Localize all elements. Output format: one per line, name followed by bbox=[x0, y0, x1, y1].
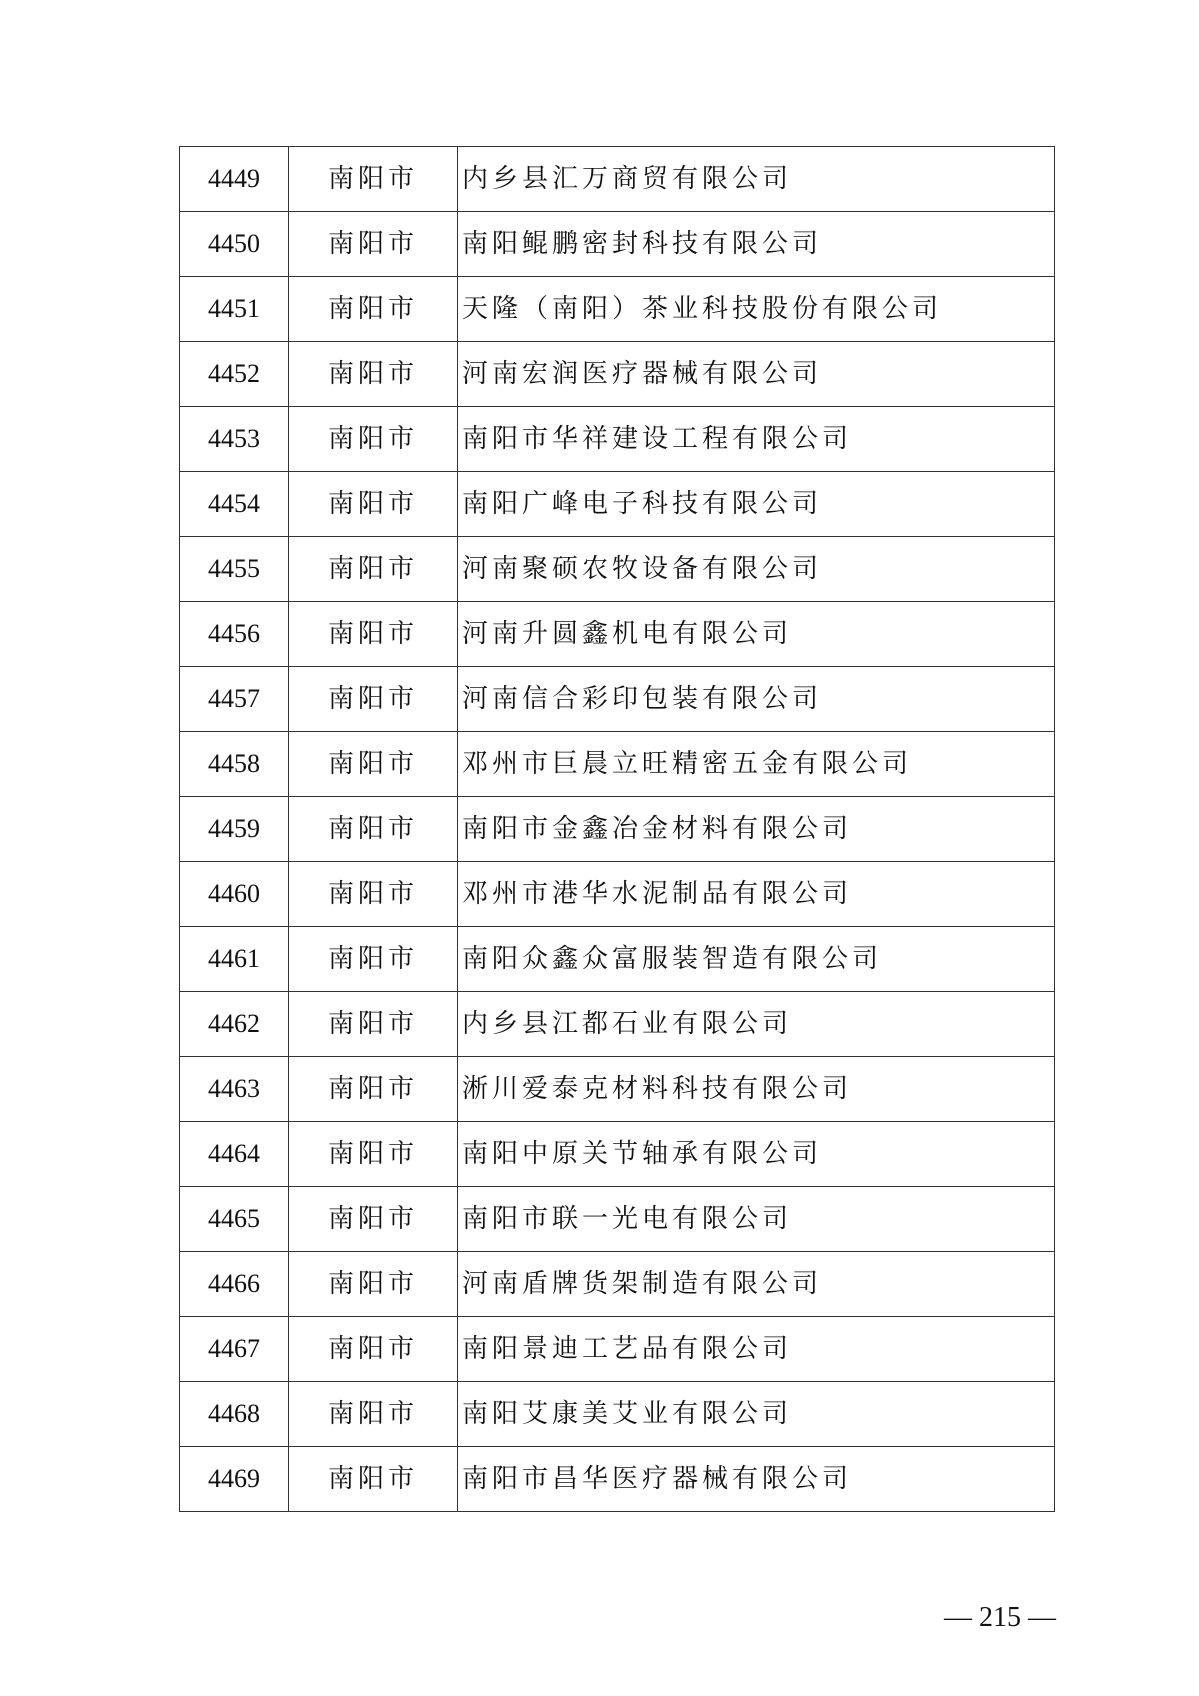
row-number-cell: 4452 bbox=[180, 342, 289, 407]
table-row bbox=[180, 927, 1055, 992]
table-row bbox=[180, 1122, 1055, 1187]
row-number-cell: 4466 bbox=[180, 1252, 289, 1317]
city-cell: 南阳市 bbox=[289, 862, 458, 927]
city-cell: 南阳市 bbox=[289, 1252, 458, 1317]
table-row bbox=[180, 1382, 1055, 1447]
table-row bbox=[180, 732, 1055, 797]
table-row bbox=[180, 212, 1055, 277]
table-row bbox=[180, 1252, 1055, 1317]
row-number-cell: 4462 bbox=[180, 992, 289, 1057]
table-row bbox=[180, 1317, 1055, 1382]
city-cell: 南阳市 bbox=[289, 342, 458, 407]
company-name-cell: 南阳市华祥建设工程有限公司 bbox=[458, 407, 1055, 472]
city-cell: 南阳市 bbox=[289, 537, 458, 602]
company-name-cell: 南阳市金鑫冶金材料有限公司 bbox=[458, 797, 1055, 862]
row-number-cell: 4459 bbox=[180, 797, 289, 862]
company-name-cell: 南阳艾康美艾业有限公司 bbox=[458, 1382, 1055, 1447]
row-number-cell: 4455 bbox=[180, 537, 289, 602]
row-number-cell: 4463 bbox=[180, 1057, 289, 1122]
city-cell: 南阳市 bbox=[289, 407, 458, 472]
row-number-cell: 4451 bbox=[180, 277, 289, 342]
table-row bbox=[180, 992, 1055, 1057]
company-name-cell: 河南盾牌货架制造有限公司 bbox=[458, 1252, 1055, 1317]
row-number-cell: 4464 bbox=[180, 1122, 289, 1187]
table-row bbox=[180, 342, 1055, 407]
table-row bbox=[180, 1187, 1055, 1252]
company-name-cell: 南阳众鑫众富服装智造有限公司 bbox=[458, 927, 1055, 992]
table-row bbox=[180, 602, 1055, 667]
company-list-table bbox=[179, 146, 1055, 1512]
table-row bbox=[180, 537, 1055, 602]
row-number-cell: 4456 bbox=[180, 602, 289, 667]
company-name-cell: 南阳景迪工艺品有限公司 bbox=[458, 1317, 1055, 1382]
table-row bbox=[180, 1447, 1055, 1512]
row-number-cell: 4457 bbox=[180, 667, 289, 732]
city-cell: 南阳市 bbox=[289, 732, 458, 797]
table-row bbox=[180, 862, 1055, 927]
row-number-cell: 4461 bbox=[180, 927, 289, 992]
company-name-cell: 南阳中原关节轴承有限公司 bbox=[458, 1122, 1055, 1187]
company-name-cell: 天隆（南阳）茶业科技股份有限公司 bbox=[458, 277, 1055, 342]
city-cell: 南阳市 bbox=[289, 992, 458, 1057]
company-name-cell: 内乡县汇万商贸有限公司 bbox=[458, 147, 1055, 212]
city-cell: 南阳市 bbox=[289, 1122, 458, 1187]
city-cell: 南阳市 bbox=[289, 797, 458, 862]
company-name-cell: 河南升圆鑫机电有限公司 bbox=[458, 602, 1055, 667]
company-name-cell: 内乡县江都石业有限公司 bbox=[458, 992, 1055, 1057]
row-number-cell: 4454 bbox=[180, 472, 289, 537]
table-row bbox=[180, 147, 1055, 212]
row-number-cell: 4465 bbox=[180, 1187, 289, 1252]
table-row bbox=[180, 407, 1055, 472]
company-name-cell: 淅川爱泰克材料科技有限公司 bbox=[458, 1057, 1055, 1122]
city-cell: 南阳市 bbox=[289, 1317, 458, 1382]
table-row bbox=[180, 277, 1055, 342]
city-cell: 南阳市 bbox=[289, 602, 458, 667]
row-number-cell: 4468 bbox=[180, 1382, 289, 1447]
company-name-cell: 南阳市联一光电有限公司 bbox=[458, 1187, 1055, 1252]
city-cell: 南阳市 bbox=[289, 1057, 458, 1122]
company-name-cell: 南阳广峰电子科技有限公司 bbox=[458, 472, 1055, 537]
city-cell: 南阳市 bbox=[289, 1447, 458, 1512]
table-row bbox=[180, 667, 1055, 732]
table-row bbox=[180, 1057, 1055, 1122]
city-cell: 南阳市 bbox=[289, 472, 458, 537]
company-name-cell: 南阳鲲鹏密封科技有限公司 bbox=[458, 212, 1055, 277]
company-name-cell: 邓州市港华水泥制品有限公司 bbox=[458, 862, 1055, 927]
row-number-cell: 4467 bbox=[180, 1317, 289, 1382]
city-cell: 南阳市 bbox=[289, 277, 458, 342]
company-name-cell: 河南聚硕农牧设备有限公司 bbox=[458, 537, 1055, 602]
row-number-cell: 4458 bbox=[180, 732, 289, 797]
row-number-cell: 4450 bbox=[180, 212, 289, 277]
company-name-cell: 邓州市巨晨立旺精密五金有限公司 bbox=[458, 732, 1055, 797]
company-name-cell: 河南信合彩印包装有限公司 bbox=[458, 667, 1055, 732]
city-cell: 南阳市 bbox=[289, 1382, 458, 1447]
company-name-cell: 南阳市昌华医疗器械有限公司 bbox=[458, 1447, 1055, 1512]
city-cell: 南阳市 bbox=[289, 147, 458, 212]
row-number-cell: 4449 bbox=[180, 147, 289, 212]
city-cell: 南阳市 bbox=[289, 667, 458, 732]
row-number-cell: 4469 bbox=[180, 1447, 289, 1512]
city-cell: 南阳市 bbox=[289, 212, 458, 277]
row-number-cell: 4453 bbox=[180, 407, 289, 472]
row-number-cell: 4460 bbox=[180, 862, 289, 927]
table-row bbox=[180, 797, 1055, 862]
page-number: — 215 — bbox=[944, 1602, 1056, 1633]
city-cell: 南阳市 bbox=[289, 927, 458, 992]
table-body bbox=[180, 147, 1055, 1512]
company-name-cell: 河南宏润医疗器械有限公司 bbox=[458, 342, 1055, 407]
table-row bbox=[180, 472, 1055, 537]
city-cell: 南阳市 bbox=[289, 1187, 458, 1252]
